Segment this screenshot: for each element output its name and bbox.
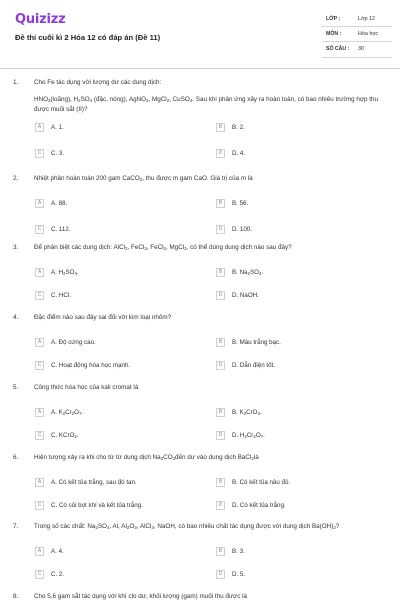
option-text: C. 112. (51, 226, 71, 233)
answer-option-d[interactable] (216, 291, 386, 302)
answer-option-a[interactable] (35, 199, 205, 210)
answer-option-a[interactable] (35, 478, 205, 489)
option-text: A. Có kết tủa trắng, sau đó tan. (51, 479, 137, 486)
option-text: A. $H_2SO_4$. (51, 269, 79, 276)
answer-option-c[interactable] (35, 431, 205, 442)
meta-class-label: LỚP : (326, 16, 341, 22)
option-letter-box[interactable]: D (216, 149, 225, 158)
meta-divider (322, 57, 392, 58)
answer-option-c[interactable] (35, 291, 205, 302)
option-letter-box[interactable]: D (216, 361, 225, 370)
option-text: B. $Na_2SO_4$. (232, 269, 264, 276)
option-text: B. Màu trắng bạc. (232, 339, 281, 346)
option-letter-box[interactable]: D (216, 225, 225, 234)
question-text: Đặc điểm nào sau đây sai đối với kim loại nhôm? (34, 314, 172, 321)
question-text: Công thức hóa học của kali cromat là (34, 384, 139, 391)
answer-option-d[interactable] (216, 225, 386, 236)
option-letter-box[interactable]: C (35, 149, 44, 158)
option-letter-box[interactable]: A (35, 408, 44, 417)
question-number: 1. (13, 79, 19, 86)
option-text: C. HCl. (51, 292, 71, 299)
question-item (0, 175, 400, 253)
option-letter-box[interactable]: A (35, 338, 44, 347)
answer-option-b[interactable] (216, 408, 386, 419)
meta-divider (322, 26, 392, 27)
option-text: B. Có kết tủa nâu đỏ. (232, 479, 291, 486)
meta-subject-value: Hóa học (358, 31, 379, 37)
meta-count-label: SỐ CÂU : (326, 46, 350, 52)
question-number: 7. (13, 523, 19, 530)
meta-class-value: Lớp 12 (358, 16, 376, 22)
question-item (0, 314, 400, 386)
answer-option-b[interactable] (216, 547, 386, 558)
option-letter-box[interactable]: A (35, 478, 44, 487)
option-letter-box[interactable]: B (216, 268, 225, 277)
question-number: 8. (13, 593, 19, 600)
question-item (0, 523, 400, 595)
answer-option-a[interactable] (35, 408, 205, 419)
answer-option-c[interactable] (35, 361, 205, 372)
option-letter-box[interactable]: D (216, 501, 225, 510)
header-divider (0, 68, 400, 69)
option-letter-box[interactable]: B (216, 123, 225, 132)
answer-option-a[interactable] (35, 338, 205, 349)
question-text: Để phân biệt các dung dịch: AlCl$_3$, FeCl$_3$, FeCl$_2$, MgCl$_2$, có thể dùng dung dịch nào sau đây? (34, 244, 292, 251)
option-text: C. 3. (51, 150, 65, 157)
question-item (0, 454, 400, 526)
question-item (0, 593, 400, 600)
answer-option-d[interactable] (216, 361, 386, 372)
answer-option-b[interactable] (216, 268, 386, 279)
option-letter-box[interactable]: C (35, 361, 44, 370)
option-text: C. KCrO$_2$. (51, 432, 79, 439)
answer-option-b[interactable] (216, 199, 386, 210)
option-text: C. Có sủi bọt khí và kết tủa trắng. (51, 502, 143, 509)
option-text: A. 4. (51, 548, 64, 555)
question-number: 5. (13, 384, 19, 391)
option-text: B. 3. (232, 548, 245, 555)
option-text: D. Có kết tủa trắng. (232, 502, 286, 509)
question-text: Cho 5,6 gam sắt tác dụng với khí clo dư, khối lượng (gam) muối thu được là (34, 593, 247, 600)
option-text: A. 88. (51, 200, 68, 207)
answer-option-a[interactable] (35, 547, 205, 558)
option-text: D. $H_2Cr_2O_7$. (232, 432, 265, 439)
answer-option-b[interactable] (216, 123, 386, 134)
option-letter-box[interactable]: B (216, 199, 225, 208)
meta-count-value: 30 (358, 46, 364, 52)
option-letter-box[interactable]: D (216, 291, 225, 300)
option-letter-box[interactable]: C (35, 570, 44, 579)
option-text: A. $K_2Cr_2O_7$. (51, 409, 84, 416)
option-letter-box[interactable]: B (216, 478, 225, 487)
option-letter-box[interactable]: D (216, 431, 225, 440)
option-letter-box[interactable]: A (35, 123, 44, 132)
question-item (0, 79, 400, 177)
answer-option-d[interactable] (216, 501, 386, 512)
option-text: D. Dẫn điện tốt. (232, 362, 275, 369)
answer-option-d[interactable] (216, 431, 386, 442)
option-letter-box[interactable]: B (216, 338, 225, 347)
option-text: B. $K_2CrO_4$. (232, 409, 262, 416)
quizizz-logo[interactable]: Quizizz (15, 12, 66, 27)
option-letter-box[interactable]: B (216, 547, 225, 556)
option-letter-box[interactable]: C (35, 501, 44, 510)
question-number: 3. (13, 244, 19, 251)
question-number: 2. (13, 175, 19, 182)
question-number: 4. (13, 314, 19, 321)
option-letter-box[interactable]: C (35, 431, 44, 440)
answer-option-c[interactable] (35, 149, 205, 160)
answer-option-a[interactable] (35, 123, 205, 134)
question-text: Cho Fe tác dụng với lượng dư các dung dịch: $HNO_3(loãng)$, $H_2SO_4$ (đặc, nóng), AgNO$_3$, MgCl$_2$, CuSO$_4$. Sau khi phản ứng xảy ra hoàn toàn, có bao nhiêu trường hợp thu được muối sắt (II)? (34, 79, 379, 113)
answer-option-c[interactable] (35, 225, 205, 236)
option-text: D. NaOH. (232, 292, 259, 299)
option-text: D. 5. (232, 571, 246, 578)
option-text: A. 1. (51, 124, 64, 131)
question-item (0, 244, 400, 316)
option-letter-box[interactable]: A (35, 547, 44, 556)
answer-option-b[interactable] (216, 338, 386, 349)
option-text: B. 56. (232, 200, 249, 207)
option-letter-box[interactable]: C (35, 291, 44, 300)
meta-divider (322, 41, 392, 42)
page-title: Đề thi cuối kì 2 Hóa 12 có đáp án (Đề 11) (15, 33, 161, 42)
option-letter-box[interactable]: A (35, 268, 44, 277)
question-item (0, 384, 400, 456)
question-text: Hiện tượng xảy ra khi cho từ từ dung dịch $Na_2CO_3đến$ dư vào dung dịch BaCl$_2$là (34, 454, 259, 461)
meta-subject-label: MÔN : (326, 31, 342, 37)
option-letter-box[interactable]: C (35, 225, 44, 234)
answer-option-d[interactable] (216, 149, 386, 160)
answer-option-b[interactable] (216, 478, 386, 489)
question-number: 6. (13, 454, 19, 461)
option-text: C. Hoạt động hóa học mạnh. (51, 362, 131, 369)
option-letter-box[interactable]: D (216, 570, 225, 579)
question-text: Nhiệt phân hoàn toàn 200 gam CaCO$_3$, thu được m gam CaO. Giá trị của m là (34, 175, 253, 182)
document-header (0, 0, 400, 68)
answer-option-c[interactable] (35, 570, 205, 581)
option-text: D. 100. (232, 226, 252, 233)
option-letter-box[interactable]: B (216, 408, 225, 417)
option-text: B. 2. (232, 124, 245, 131)
question-text: Trong số các chất: $Na_2SO_4$, Al, $Al_2O_3$, AlCl$_3$, NaOH, có bao nhiêu chất tác dụng được với dung dịch $Ba(OH)_2$? (34, 523, 340, 530)
answer-option-c[interactable] (35, 501, 205, 512)
option-letter-box[interactable]: A (35, 199, 44, 208)
option-text: C. 2. (51, 571, 65, 578)
answer-option-a[interactable] (35, 268, 205, 279)
option-text: A. Độ cứng cao. (51, 339, 96, 346)
answer-option-d[interactable] (216, 570, 386, 581)
option-text: D. 4. (232, 150, 246, 157)
